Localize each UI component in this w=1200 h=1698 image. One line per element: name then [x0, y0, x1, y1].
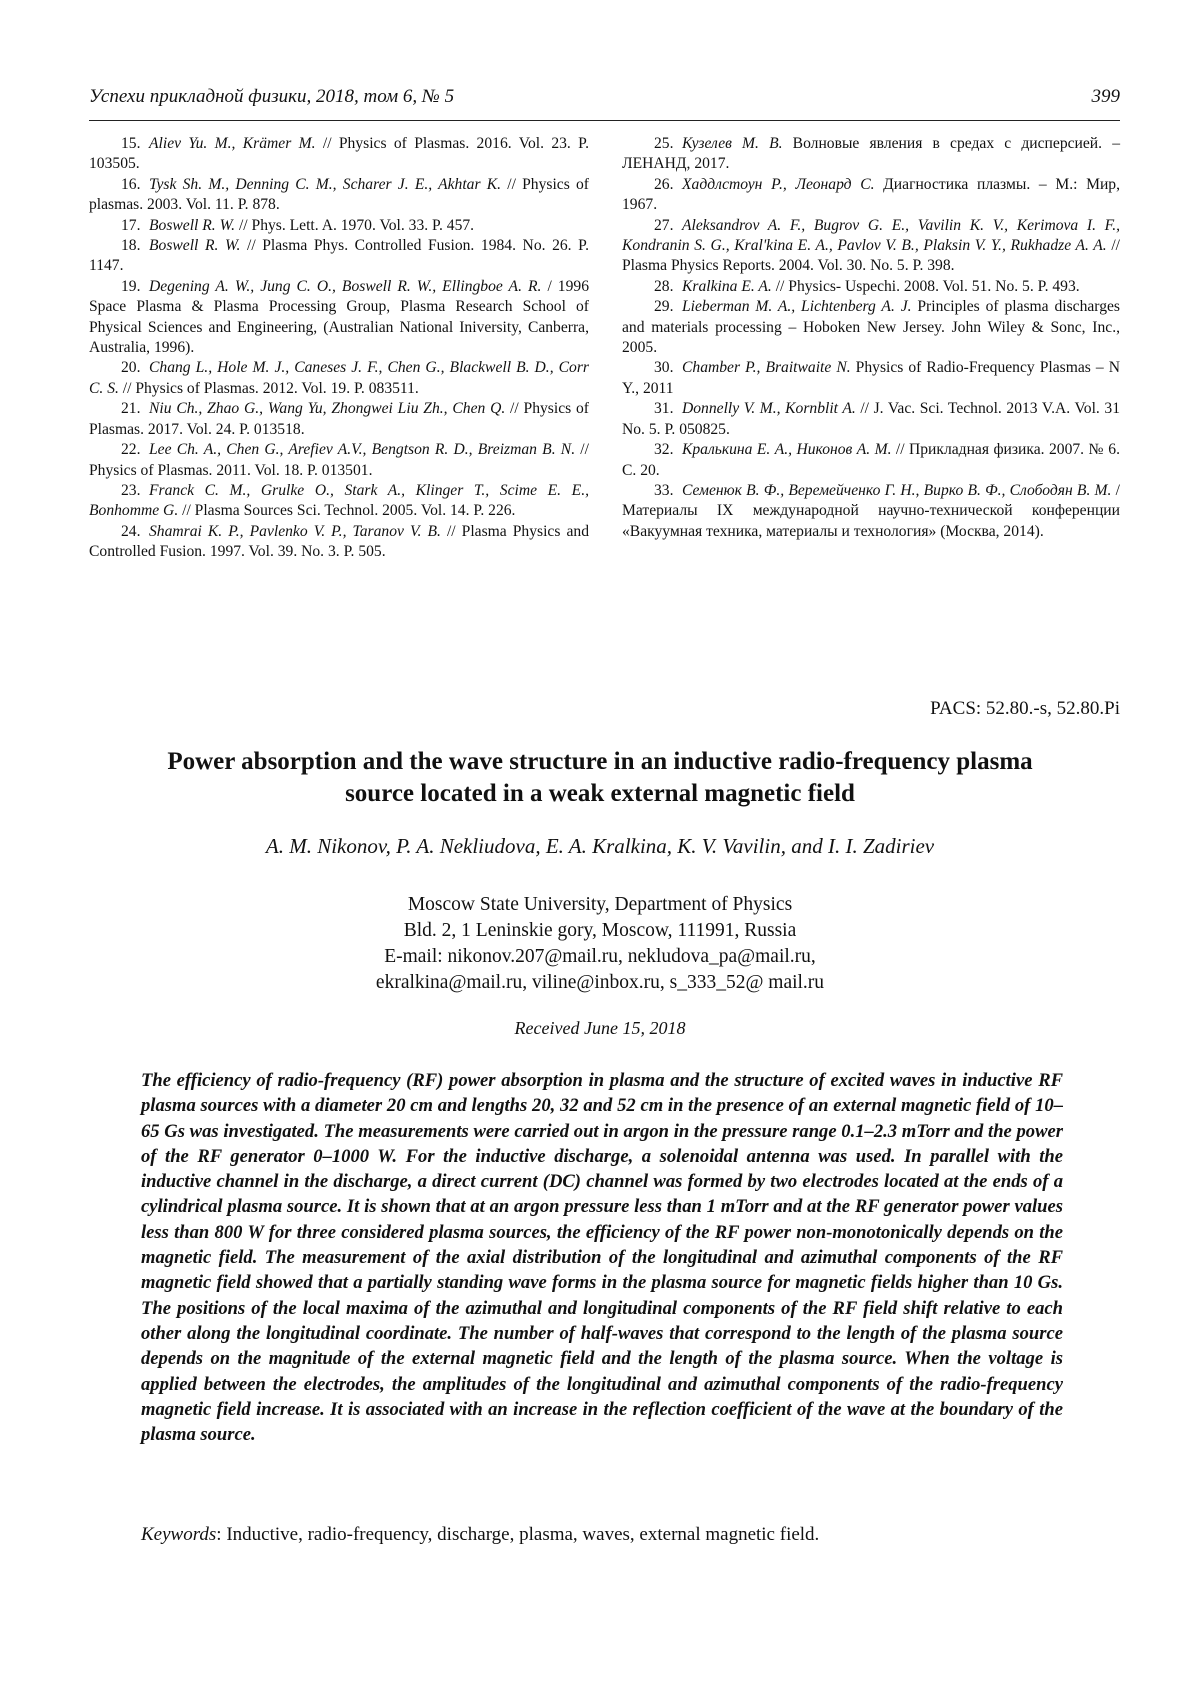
reference-item: 29. Lieberman M. A., Lichtenberg A. J. Principles of plasma discharges and materials processing – Hoboken New Jersey. John Wiley & Sonc, Inc., 2005. [622, 297, 1120, 358]
received-date: Received June 15, 2018 [0, 1018, 1200, 1039]
reference-item: 21. Niu Ch., Zhao G., Wang Yu, Zhongwei Liu Zh., Chen Q. // Physics of Plasmas. 2017. Vol. 24. P. 013518. [89, 399, 589, 440]
keywords-text: : Inductive, radio-frequency, discharge, plasma, waves, external magnetic field. [216, 1524, 819, 1545]
reference-item: 17. Boswell R. W. // Phys. Lett. A. 1970. Vol. 33. P. 457. [89, 216, 589, 236]
affiliation-line: Bld. 2, 1 Leninskie gory, Moscow, 111991, Russia [0, 918, 1200, 944]
reference-list-right [622, 134, 1120, 542]
reference-item: 31. Donnelly V. M., Kornblit A. // J. Vac. Sci. Technol. 2013 V.A. Vol. 31 No. 5. P. 050825. [622, 399, 1120, 440]
reference-item: 32. Кралькина Е. А., Никонов А. М. // Прикладная физика. 2007. № 6. С. 20. [622, 440, 1120, 481]
keywords [141, 1524, 1121, 1546]
reference-item: 25. Кузелев М. В. Волновые явления в средах с дисперсией. – ЛЕНАНД, 2017. [622, 134, 1120, 175]
reference-item: 28. Kralkina E. A. // Physics- Uspechi. 2008. Vol. 51. No. 5. P. 493. [622, 277, 1120, 297]
reference-item: 20. Chang L., Hole M. J., Caneses J. F., Chen G., Blackwell B. D., Corr C. S. // Physics of Plasmas. 2012. Vol. 19. P. 083511. [89, 358, 589, 399]
abstract: The efficiency of radio-frequency (RF) power absorption in plasma and the structure of excited waves in inductive RF plasma sources with a diameter 20 cm and lengths 20, 32 and 52 cm in the presence of an external magnetic field of 10–65 Gs was investigated. The measurements were carried out in argon in the pressure range 0.1–2.3 mTorr and the power of the RF generator 0–1000 W. For the inductive discharge, a solenoidal antenna was used. In parallel with the inductive channel in the discharge, a direct current (DC) channel was formed by two electrodes located at the ends of a cylindrical plasma source. It is shown that at an argon pressure less than 1 mTorr and at the RF generator power values less than 800 W for three considered plasma sources, the efficiency of the RF power non-monotonically depends on the magnetic field. The measurement of the axial distribution of the longitudinal and azimuthal components of the RF magnetic field showed that a partially standing wave forms in the plasma source for magnetic fields higher than 10 Gs. The positions of the local maxima of the azimuthal and longitudinal components of the RF field shift relative to each other along the longitudinal coordinate. The number of half-waves that correspond to the length of the plasma source depends on the magnitude of the external magnetic field and the length of the plasma source. When the voltage is applied between the electrodes, the amplitudes of the longitudinal and azimuthal components of the radio-frequency magnetic field increase. It is associated with an increase in the reflection coefficient of the wave at the boundary of the plasma source. [141, 1068, 1063, 1447]
reference-item: 27. Aleksandrov A. F., Bugrov G. E., Vavilin K. V., Kerimova I. F., Kondranin S. G., Kral'kina E. A., Pavlov V. B., Plaksin V. Y., Rukhadze A. A. // Plasma Physics Reports. 2004. Vol. 30. No. 5. P. 398. [622, 216, 1120, 277]
reference-list-left [89, 134, 589, 563]
journal-title: Успехи прикладной физики, 2018, том 6, № 5 [89, 86, 454, 108]
running-header [89, 86, 1120, 121]
paper-title [60, 746, 1140, 810]
keywords-label: Keywords [141, 1524, 216, 1545]
reference-item: 15. Aliev Yu. M., Krämer M. // Physics of Plasmas. 2016. Vol. 23. P. 103505. [89, 134, 589, 175]
title-line: source located in a weak external magnetic field [60, 778, 1140, 810]
reference-item: 30. Chamber P., Braitwaite N. Physics of Radio-Frequency Plasmas – N Y., 2011 [622, 358, 1120, 399]
reference-item: 24. Shamrai K. P., Pavlenko V. P., Taranov V. B. // Plasma Physics and Controlled Fusion. 1997. Vol. 39. No. 3. P. 505. [89, 522, 589, 563]
title-line: Power absorption and the wave structure in an inductive radio-frequency plasma [60, 746, 1140, 778]
pacs-codes: PACS: 52.80.-s, 52.80.Pi [930, 698, 1120, 720]
reference-item: 19. Degening A. W., Jung C. O., Boswell R. W., Ellingboe A. R. / 1996 Space Plasma & Plasma Processing Group, Plasma Research School of Physical Sciences and Engineering, (Australian National Iniversity, Canberra, Australia, 1996). [89, 277, 589, 359]
affiliation-block [0, 892, 1200, 996]
reference-item: 26. Хаддлстоун Р., Леонард С. Диагностика плазмы. – М.: Мир, 1967. [622, 175, 1120, 216]
author-list: A. M. Nikonov, P. A. Nekliudova, E. A. Kralkina, K. V. Vavilin, and I. I. Zadiriev [0, 834, 1200, 859]
email-line: ekralkina@mail.ru, viline@inbox.ru, s_333_52@ mail.ru [0, 970, 1200, 996]
reference-item: 18. Boswell R. W. // Plasma Phys. Controlled Fusion. 1984. No. 26. P. 1147. [89, 236, 589, 277]
affiliation-line: Moscow State University, Department of Physics [0, 892, 1200, 918]
reference-item: 16. Tysk Sh. M., Denning C. M., Scharer J. E., Akhtar K. // Physics of plasmas. 2003. Vol. 11. P. 878. [89, 175, 589, 216]
reference-item: 23. Franck C. M., Grulke O., Stark A., Klinger T., Scime E. E., Bonhomme G. // Plasma Sources Sci. Technol. 2005. Vol. 14. P. 226. [89, 481, 589, 522]
reference-item: 33. Семенюк В. Ф., Веремейченко Г. Н., Вирко В. Ф., Слободян В. М. / Материалы IX международной научно-технической конференции «Вакуумная техника, материалы и технология» (Москва, 2014). [622, 481, 1120, 542]
page-number: 399 [1092, 86, 1121, 108]
email-line: E-mail: nikonov.207@mail.ru, nekludova_pa@mail.ru, [0, 944, 1200, 970]
reference-item: 22. Lee Ch. A., Chen G., Arefiev A.V., Bengtson R. D., Breizman B. N. // Physics of Plasmas. 2011. Vol. 18. P. 013501. [89, 440, 589, 481]
